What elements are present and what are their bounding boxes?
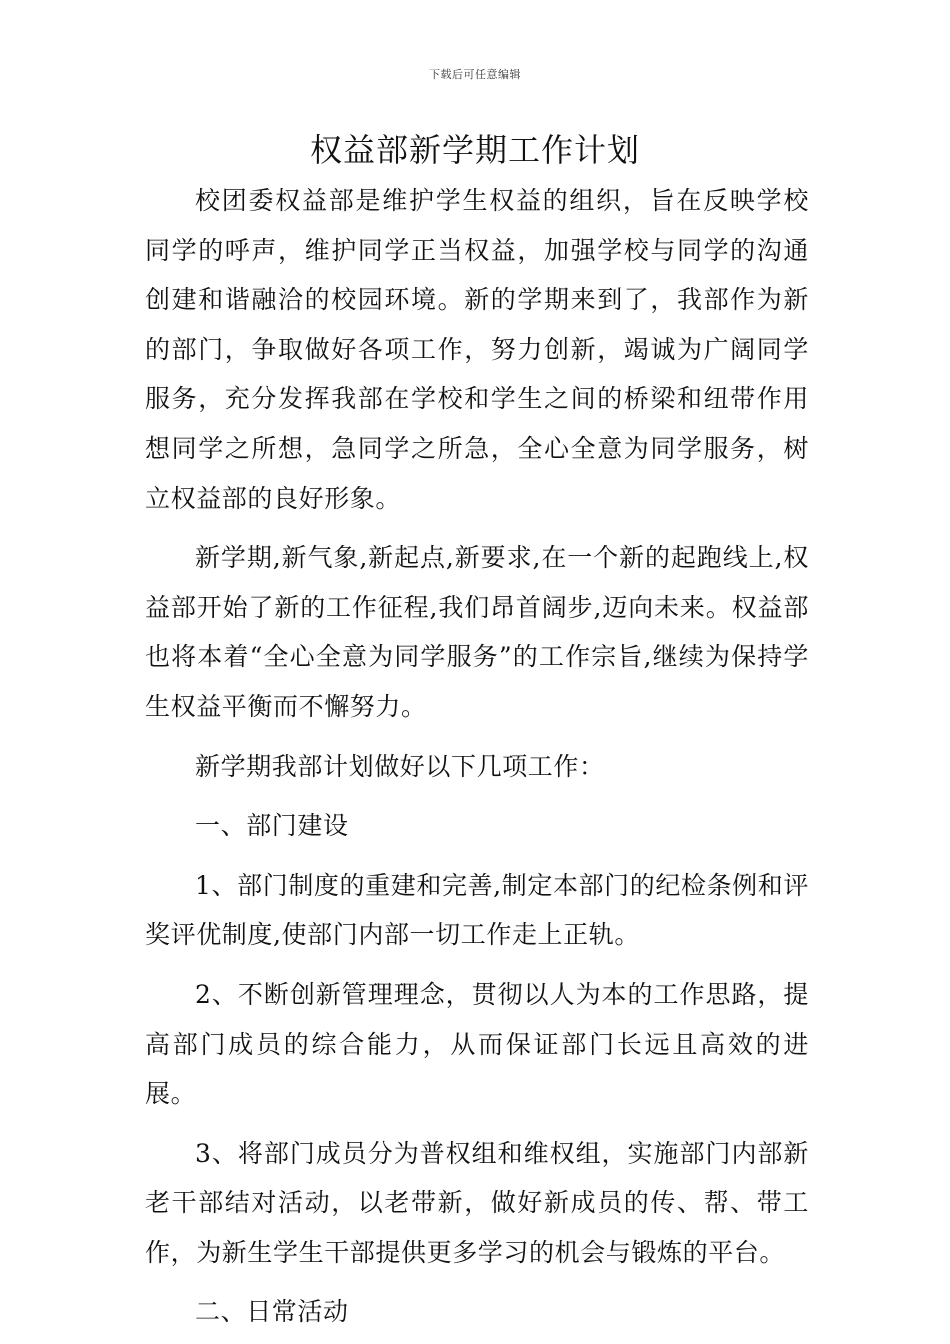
paragraph-gap bbox=[145, 1277, 809, 1287]
paragraph-gap bbox=[145, 851, 809, 861]
paragraph-new-term: 新学期,新气象,新起点,新要求,在一个新的起跑线上,权益部开始了新的工作征程,我们昂首阔步,迈向未来。权益部也将本着“全心全意为同学服务”的工作宗旨,继续为保持学生权益平衡而不懈努力。 bbox=[145, 543, 809, 721]
list-item-3: 3、将部门成员分为普权组和维权组，实施部门内部新老干部结对活动，以老带新，做好新成员的传、帮、带工作，为新生学生干部提供更多学习的机会与锻炼的平台。 bbox=[145, 1138, 809, 1267]
document-title: 权益部新学期工作计划 bbox=[309, 131, 640, 169]
section-heading-department: 一、部门建设 bbox=[195, 811, 349, 841]
paragraph-intro: 校团委权益部是维护学生权益的组织，旨在反映学校同学的呼声，维护同学正当权益，加强学校与同学的沟通创建和谐融洽的校园环境。新的学期来到了，我部作为新的部门，争取做好各项工作，努力创新，竭诚为广阔同学服务，充分发挥我部在学校和学生之间的桥梁和纽带作用想同学之所想，急同学之所急，全心全意为同学服务，树立权益部的良好形象。 bbox=[145, 186, 809, 513]
paragraph-gap bbox=[145, 523, 809, 533]
section-heading-activities: 二、日常活动 bbox=[195, 1297, 349, 1327]
list-item-2: 2、不断创新管理理念，贯彻以人为本的工作思路，提高部门成员的综合能力，从而保证部门长远且高效的进展。 bbox=[145, 979, 809, 1109]
header-note: 下载后可任意编辑 bbox=[429, 68, 521, 81]
list-item-1: 1、部门制度的重建和完善,制定本部门的纪检条例和评奖评优制度,使部门内部一切工作走上正轨。 bbox=[145, 870, 809, 950]
paragraph-gap bbox=[145, 791, 809, 801]
paragraph-gap bbox=[145, 960, 809, 970]
paragraph-gap bbox=[145, 1119, 809, 1129]
document-body bbox=[145, 176, 809, 1337]
paragraph-plan-intro: 新学期我部计划做好以下几项工作： bbox=[195, 751, 605, 781]
paragraph-gap bbox=[145, 732, 809, 742]
